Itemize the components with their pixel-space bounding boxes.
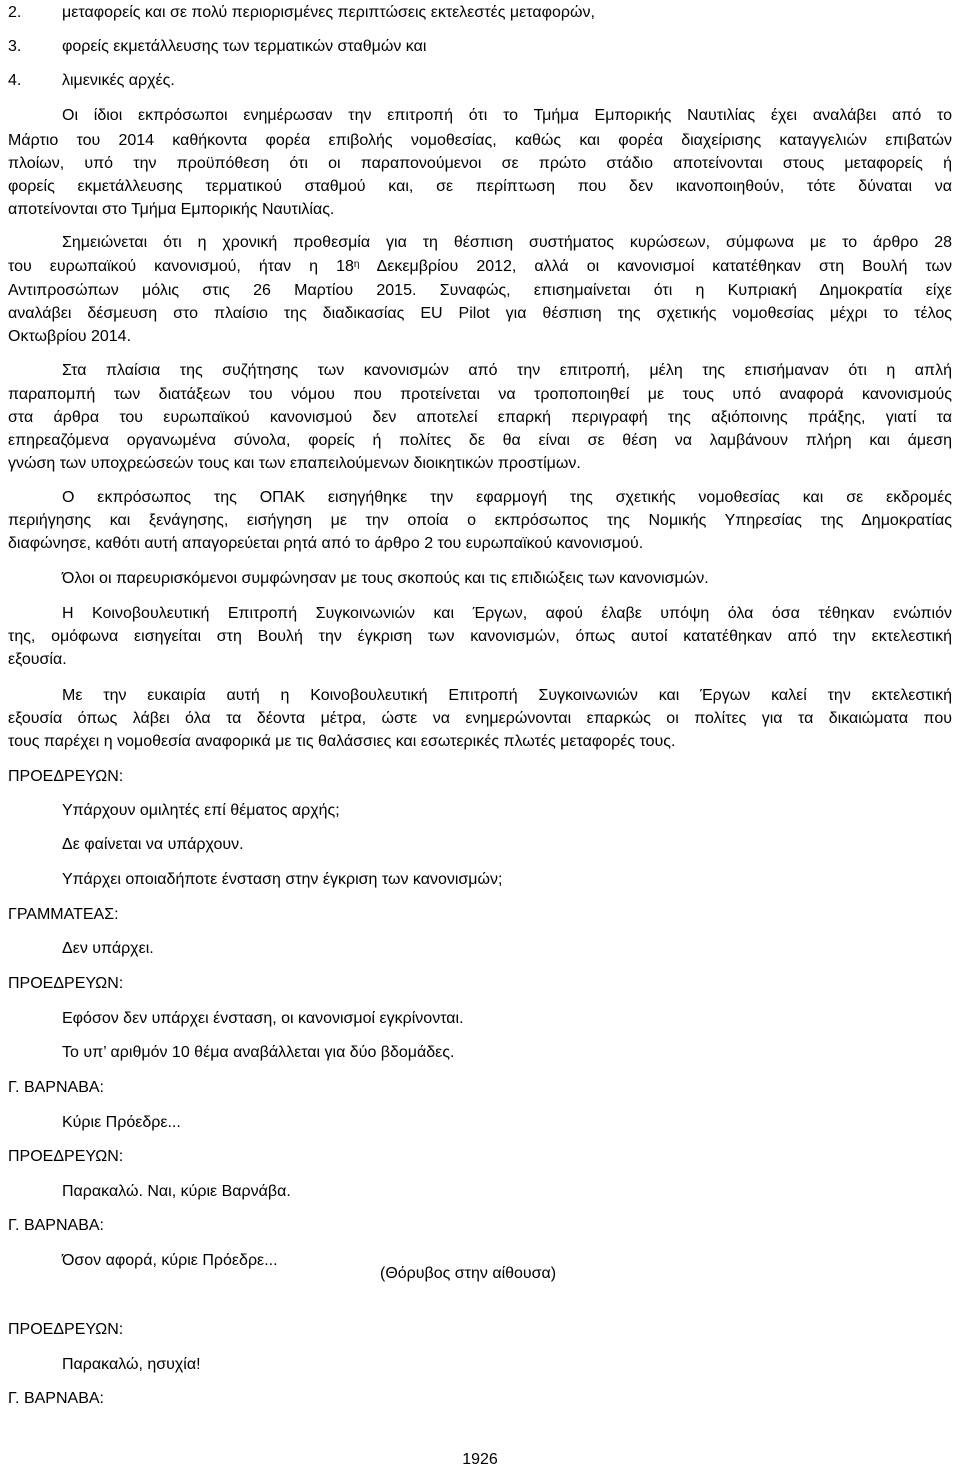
speech-line: Όσον αφορά, κύριε Πρόεδρε...	[62, 1252, 278, 1269]
paragraph-line: εξουσία.	[8, 651, 67, 668]
paragraph-line: Αντιπροσώπων μόλις στις 26 Μαρτίου 2015. Συναφώς, επισημαίνεται ότι η Κυπριακή Δημοκρατία είχε	[8, 282, 952, 299]
paragraph-line: του ευρωπαϊκού κανονισμού, ήταν η $18^\eta$ Δεκεμβρίου 2012, αλλά οι κανονισμοί κατατέθηκαν στη Βουλή των	[8, 258, 952, 275]
paragraph-line: τους παρέχει η νομοθεσία αναφορικά με τις θαλάσσιες και εσωτερικές πλωτές μεταφορές τους.	[8, 733, 676, 750]
speaker-label: ΓΡΑΜΜΑΤΕΑΣ:	[8, 906, 119, 923]
paragraph-line: εξουσία όπως λάβει όλα τα δέοντα μέτρα, ώστε να ενημερώνονται επαρκώς οι πολίτες για τα δικαιώματα που	[8, 710, 952, 727]
speech-line: Δε φαίνεται να υπάρχουν.	[62, 836, 244, 853]
speech-line: Υπάρχει οποιαδήποτε ένσταση στην έγκριση των κανονισμών;	[62, 871, 503, 888]
speaker-label: ΠΡΟΕΔΡΕΥΩΝ:	[8, 1321, 124, 1338]
paragraph-line: της, ομόφωνα εισηγείται στη Βουλή την έγκριση των κανονισμών, όπως αυτοί κατατέθηκαν από την εκτελεστική	[8, 628, 952, 645]
speaker-label: Γ. ΒΑΡΝΑΒΑ:	[8, 1390, 104, 1407]
speaker-label: ΠΡΟΕΔΡΕΥΩΝ:	[8, 1148, 124, 1165]
list-number: 2.	[8, 4, 22, 21]
paragraph-line: Όλοι οι παρευρισκόμενοι συμφώνησαν με τους σκοπούς και τις επιδιώξεις των κανονισμών.	[62, 570, 709, 587]
paragraph-line: αποτείνονται στο Τμήμα Εμπορικής Ναυτιλίας.	[8, 201, 335, 218]
paragraph-line: αναλάβει δέσμευση στο πλαίσιο της διαδικασίας EU Pilot για θέσπιση της σχετικής νομοθεσίας μέχρι το τέλος	[8, 305, 952, 322]
paragraph-line: στα άρθρα του ευρωπαϊκού κανονισμού δεν αποτελεί επαρκή περιγραφή της αξιόποινης πράξης, γιατί τα	[8, 409, 952, 426]
speech-line: Εφόσον δεν υπάρχει ένσταση, οι κανονισμοί εγκρίνονται.	[62, 1010, 464, 1027]
paragraph-line: πλοίων, υπό την προϋπόθεση ότι οι παραπονούμενοι σε πρώτο στάδιο αποτείνονται στους μεταφορείς ή	[8, 155, 952, 172]
list-number: 3.	[8, 38, 22, 55]
speech-line: Παρακαλώ, ησυχία!	[62, 1356, 201, 1373]
speech-line: Υπάρχουν ομιλητές επί θέματος αρχής;	[62, 802, 340, 819]
paragraph-line: παραπομπή των διατάξεων του νόμου που προτείνεται να τροποποιηθεί με τους υπό αναφορά κανονισμούς	[8, 386, 952, 403]
list-text: μεταφορείς και σε πολύ περιορισμένες περιπτώσεις εκτελεστές μεταφορών,	[62, 4, 595, 21]
speaker-label: Γ. ΒΑΡΝΑΒΑ:	[8, 1079, 104, 1096]
page-number: 1926	[462, 1451, 498, 1468]
paragraph-line: επηρεαζόμενα οργανωμένα σύνολα, φορείς ή πολίτες δε θα είναι σε θέση να λαμβάνουν πλήρη και άμεση	[8, 432, 952, 449]
speaker-label: ΠΡΟΕΔΡΕΥΩΝ:	[8, 975, 124, 992]
paragraph-line: Με την ευκαιρία αυτή η Κοινοβουλευτική Επιτροπή Συγκοινωνιών και Έργων καλεί την εκτελεστική	[62, 687, 952, 704]
paragraph-line: Οι ίδιοι εκπρόσωποι ενημέρωσαν την επιτροπή ότι το Τμήμα Εμπορικής Ναυτιλίας έχει αναλάβει από το	[62, 107, 952, 124]
paragraph-line: φορείς εκμετάλλευσης τερματικού σταθμού και, σε περίπτωση που δεν ικανοποιηθούν, τότε δύναται να	[8, 178, 952, 195]
paragraph-line: Σημειώνεται ότι η χρονική προθεσμία για τη θέσπιση συστήματος κυρώσεων, σύμφωνα με το άρθρο 28	[62, 234, 952, 251]
speech-line: Κύριε Πρόεδρε...	[62, 1114, 181, 1131]
speaker-label: ΠΡΟΕΔΡΕΥΩΝ:	[8, 768, 124, 785]
speaker-label: Γ. ΒΑΡΝΑΒΑ:	[8, 1217, 104, 1234]
paragraph-line: περιήγησης και ξενάγησης, εισήγηση με την οποία ο εκπρόσωπος της Νομικής Υπηρεσίας της Δημοκρατίας	[8, 512, 952, 529]
paragraph-line: γνώση των υποχρεώσεών τους και των επαπειλούμενων διοικητικών προστίμων.	[8, 455, 581, 472]
paragraph-line: Στα πλαίσια της συζήτησης των κανονισμών από την επιτροπή, μέλη της επισήμαναν ότι η απλή	[62, 362, 952, 379]
speech-line: Το υπ’ αριθμόν 10 θέμα αναβάλλεται για δύο βδομάδες.	[62, 1044, 455, 1061]
list-text: φορείς εκμετάλλευσης των τερματικών σταθμών και	[62, 38, 427, 55]
stage-direction: (Θόρυβος στην αίθουσα)	[380, 1265, 557, 1282]
paragraph-line: Ο εκπρόσωπος της ΟΠΑΚ εισηγήθηκε την εφαρμογή της σχετικής νομοθεσίας και σε εκδρομές	[62, 489, 952, 506]
list-text: λιμενικές αρχές.	[62, 72, 175, 89]
list-item	[8, 37, 426, 57]
speech-line: Δεν υπάρχει.	[62, 940, 154, 957]
speech-line: Παρακαλώ. Ναι, κύριε Βαρνάβα.	[62, 1183, 291, 1200]
list-item	[8, 71, 175, 91]
list-item	[8, 3, 595, 23]
paragraph-line: διαφώνησε, καθότι αυτή απαγορεύεται ρητά από το άρθρο 2 του ευρωπαϊκού κανονισμού.	[8, 535, 644, 552]
paragraph-line: Οκτωβρίου 2014.	[8, 328, 132, 345]
paragraph-line: Η Κοινοβουλευτική Επιτροπή Συγκοινωνιών και Έργων, αφού έλαβε υπόψη όλα όσα τέθηκαν ενώπιόν	[62, 605, 952, 622]
list-number: 4.	[8, 72, 22, 89]
paragraph-line: Μάρτιο του 2014 καθήκοντα φορέα επιβολής νομοθεσίας, καθώς και φορέα διαχείρισης καταγγελιών επιβατών	[8, 132, 952, 149]
